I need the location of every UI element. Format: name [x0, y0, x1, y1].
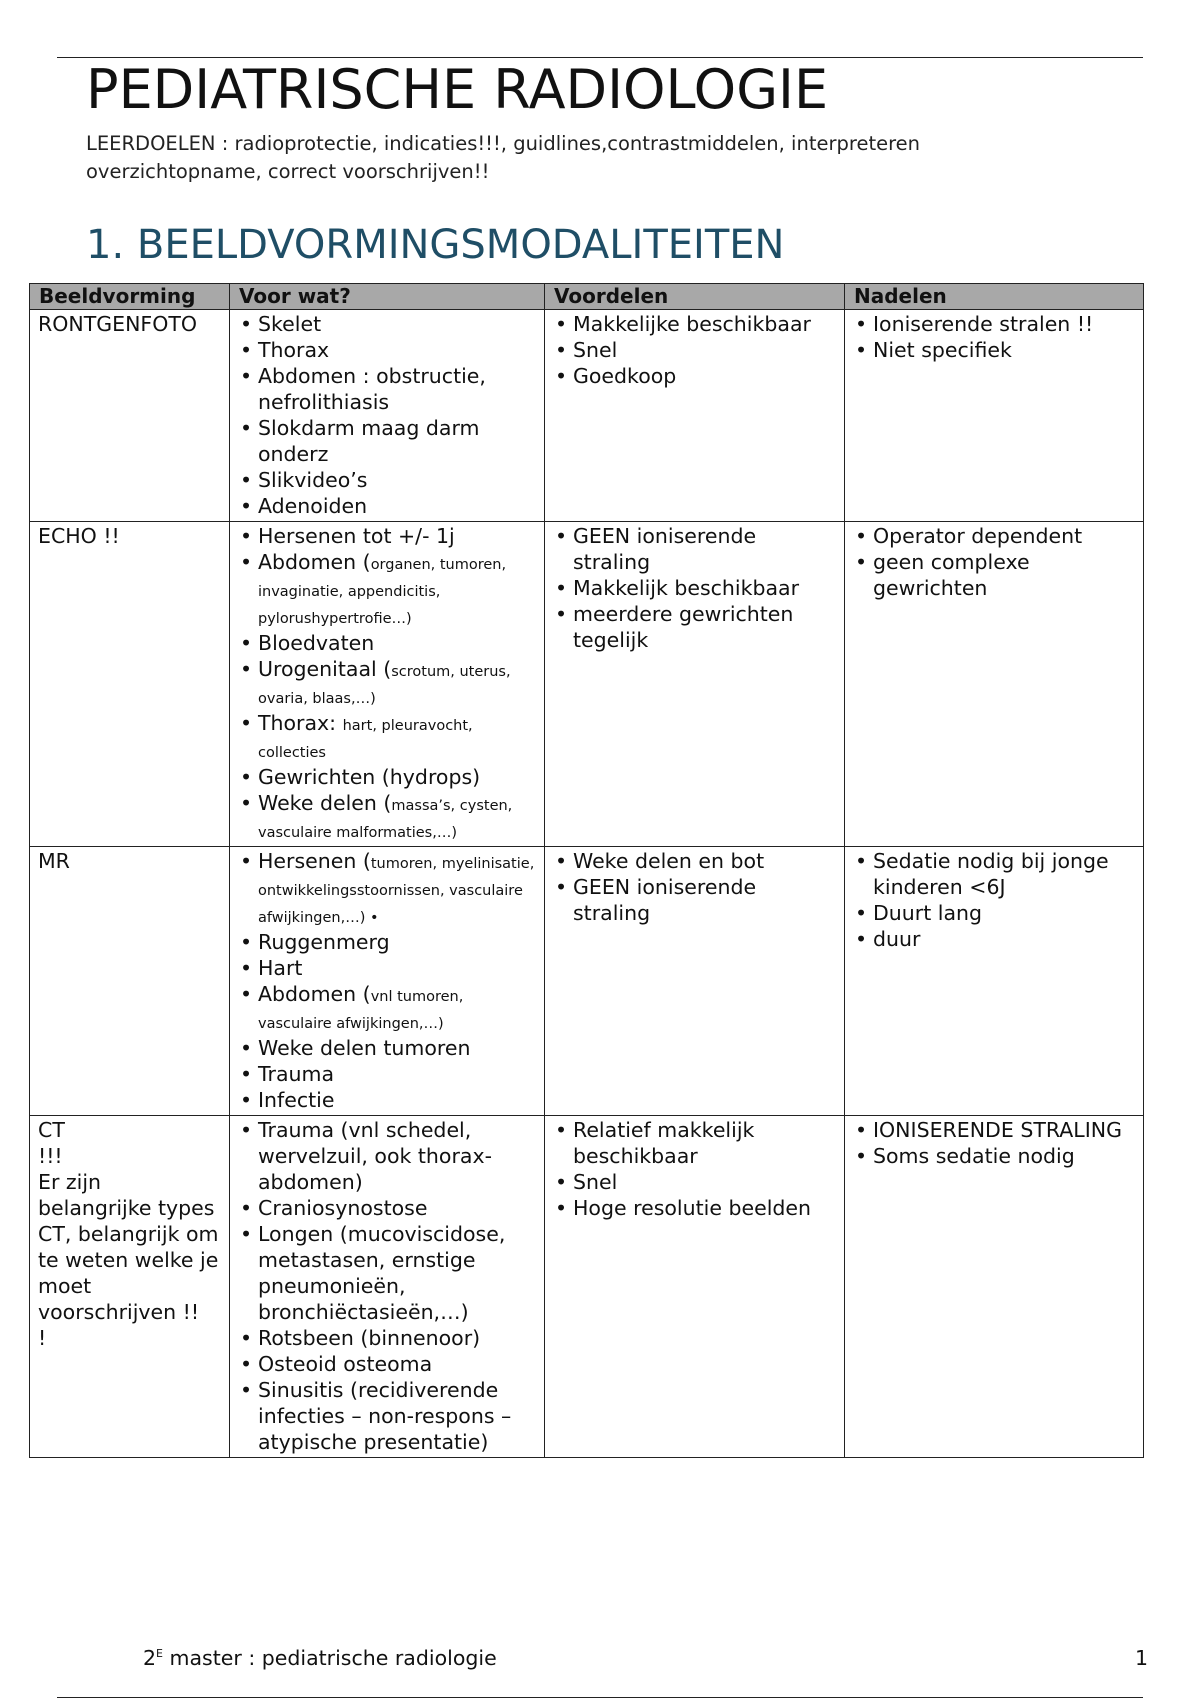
list-item: • duur [853, 926, 1135, 952]
list-item [238, 1035, 536, 1061]
item-main-text: Trauma [258, 1062, 335, 1086]
pros-cell [545, 847, 845, 1116]
item-main-text: Longen (mucoviscidose, metastasen, ernstige pneumonieën, bronchiëctasieën,…) [258, 1222, 506, 1324]
list-item [238, 311, 536, 337]
list-item [238, 415, 536, 467]
list-item: • Niet specifiek [853, 337, 1135, 363]
list-item: • Weke delen en bot [553, 848, 836, 874]
list-item: • Operator dependent [853, 523, 1135, 549]
item-note-text: scrotum, uterus, ovaria, blaas,…) [258, 664, 511, 707]
item-main-text: Hart [258, 956, 303, 980]
list-item: • Ioniserende stralen !! [853, 311, 1135, 337]
uses-cell [230, 1116, 545, 1458]
list-item: • geen complexe gewrichten [853, 549, 1135, 601]
item-main-text: Rotsbeen (binnenoor) [258, 1326, 481, 1350]
list-item [238, 848, 536, 929]
list-item [238, 1195, 536, 1221]
item-main-text: Ruggenmerg [258, 930, 390, 954]
list-item: • Makkelijk beschikbaar [553, 575, 836, 601]
table-row [30, 522, 1144, 847]
list-item [238, 1061, 536, 1087]
list-item [238, 1351, 536, 1377]
list-item [238, 764, 536, 790]
list-item [238, 549, 536, 630]
list-item: • Duurt lang [853, 900, 1135, 926]
item-main-text: Abdomen ( [258, 982, 371, 1006]
header-voordelen: Voordelen [545, 284, 845, 310]
list-item [238, 981, 536, 1035]
modality-cell: ECHO !! [30, 522, 230, 847]
uses-cell [230, 847, 545, 1116]
list-item [238, 656, 536, 710]
pros-cell [545, 1116, 845, 1458]
item-main-text: Infectie [258, 1088, 335, 1112]
item-main-text: Hersenen ( [258, 849, 371, 873]
footer-label: master : pediatrische radiologie [163, 1646, 497, 1670]
list-item [238, 1087, 536, 1113]
list-item [238, 1221, 536, 1325]
item-note-text: organen, tumoren, invaginatie, appendicitis, pylorushypertrofie…) [258, 557, 507, 627]
item-main-text: Sinusitis (recidiverende infecties – non-respons – atypische presentatie) [258, 1378, 512, 1454]
list-item [238, 1117, 536, 1195]
cons-cell [845, 310, 1144, 522]
list-item [238, 630, 536, 656]
item-main-text: Slikvideo’s [258, 468, 368, 492]
item-main-text: Hersenen tot +/- 1j [258, 524, 455, 548]
list-item [238, 1377, 536, 1455]
footer-text [143, 1646, 497, 1670]
list-item: • GEEN ioniserende straling [553, 874, 836, 926]
modality-cell: RONTGENFOTO [30, 310, 230, 522]
footer-prefix: 2 [143, 1646, 157, 1670]
section-heading: 1. BEELDVORMINGSMODALITEITEN [86, 222, 785, 268]
pros-cell [545, 310, 845, 522]
page-number: 1 [1134, 1646, 1148, 1670]
header-voor-wat: Voor wat? [230, 284, 545, 310]
list-item [238, 790, 536, 844]
list-item: • IONISERENDE STRALING [853, 1117, 1135, 1143]
uses-cell [230, 522, 545, 847]
modality-cell: MR [30, 847, 230, 1116]
list-item: • Makkelijke beschikbaar [553, 311, 836, 337]
list-item: • Relatief makkelijk beschikbaar [553, 1117, 836, 1169]
modalities-table [29, 283, 1144, 1458]
list-item: • Hoge resolutie beelden [553, 1195, 836, 1221]
item-main-text: Gewrichten (hydrops) [258, 765, 481, 789]
table-header-row [30, 284, 1144, 310]
list-item [238, 493, 536, 519]
table-row [30, 310, 1144, 522]
item-note-text: vnl tumoren, vasculaire afwijkingen,…) [258, 989, 464, 1032]
item-main-text: Thorax [258, 338, 330, 362]
item-main-text: Adenoiden [258, 494, 368, 518]
list-item: • Soms sedatie nodig [853, 1143, 1135, 1169]
item-main-text: Abdomen ( [258, 550, 371, 574]
list-item [238, 363, 536, 415]
list-item [238, 523, 536, 549]
item-note-text: hart, pleuravocht, collecties [258, 718, 473, 761]
list-item [238, 467, 536, 493]
table-row [30, 847, 1144, 1116]
list-item [238, 1325, 536, 1351]
list-item [238, 955, 536, 981]
list-item: • GEEN ioniserende straling [553, 523, 836, 575]
list-item: • Sedatie nodig bij jonge kinderen <6J [853, 848, 1135, 900]
item-main-text: Craniosynostose [258, 1196, 428, 1220]
cons-cell [845, 522, 1144, 847]
item-main-text: Weke delen tumoren [258, 1036, 471, 1060]
item-main-text: Urogenitaal ( [258, 657, 392, 681]
item-main-text: Thorax: [258, 711, 343, 735]
cons-cell [845, 1116, 1144, 1458]
item-main-text: Abdomen : obstructie, nefrolithiasis [258, 364, 486, 414]
table-row [30, 1116, 1144, 1458]
footer-superscript: E [156, 1647, 163, 1661]
item-note-text: massa’s, cysten, vasculaire malformaties,…) [258, 798, 513, 841]
cons-cell [845, 847, 1144, 1116]
list-item [238, 929, 536, 955]
list-item [238, 337, 536, 363]
list-item: • Snel [553, 1169, 836, 1195]
header-beeldvorming: Beeldvorming [30, 284, 230, 310]
learning-objectives: LEERDOELEN : radioprotectie, indicaties!!!, guidlines,contrastmiddelen, interpreteren overzichtopname, correct voorschrijven!! [86, 132, 921, 183]
modality-cell: CT !!! Er zijn belangrijke types CT, belangrijk om te weten welke je moet voorschrijven !! ! [30, 1116, 230, 1458]
item-main-text: Osteoid osteoma [258, 1352, 433, 1376]
item-main-text: Weke delen ( [258, 791, 392, 815]
item-main-text: Bloedvaten [258, 631, 375, 655]
header-nadelen: Nadelen [845, 284, 1144, 310]
document-title: PEDIATRISCHE RADIOLOGIE [86, 58, 829, 121]
list-item: • Snel [553, 337, 836, 363]
item-main-text: Trauma (vnl schedel, wervelzuil, ook thorax-abdomen) [258, 1118, 492, 1194]
item-main-text: Skelet [258, 312, 322, 336]
list-item: • meerdere gewrichten tegelijk [553, 601, 836, 653]
item-note-text: tumoren, myelinisatie, ontwikkelingsstoornissen, vasculaire afwijkingen,…) • [258, 856, 535, 926]
item-main-text: Slokdarm maag darm onderz [258, 416, 480, 466]
uses-cell [230, 310, 545, 522]
list-item [238, 710, 536, 764]
bottom-rule [57, 1697, 1143, 1698]
list-item: • Goedkoop [553, 363, 836, 389]
pros-cell [545, 522, 845, 847]
